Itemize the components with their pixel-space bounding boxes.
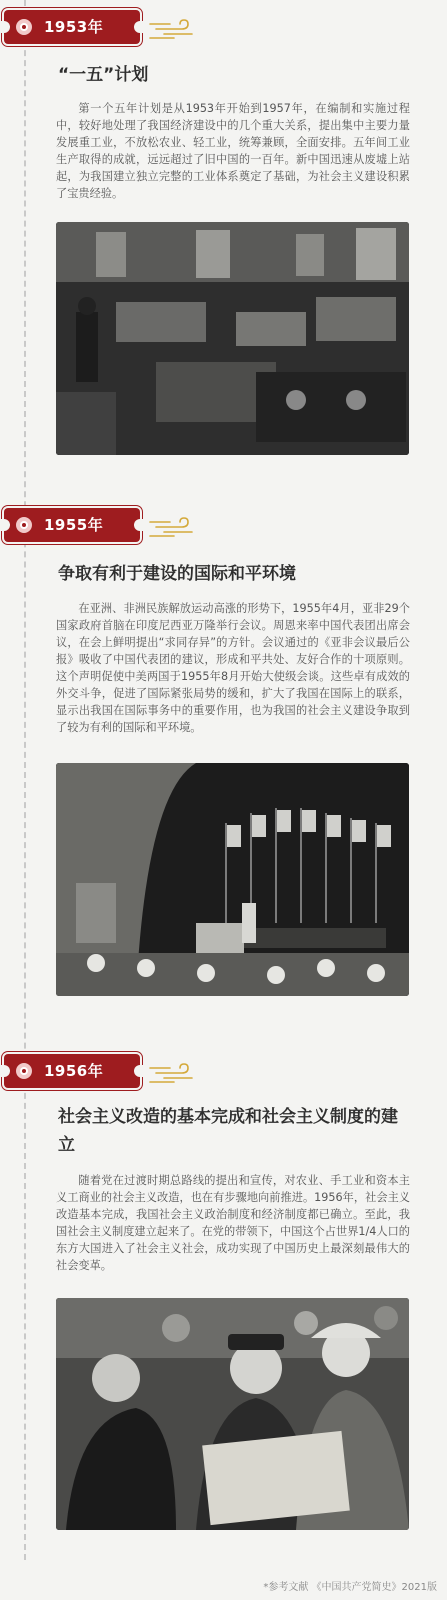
- cloud-ornament-icon: [148, 1062, 196, 1084]
- section-title: “一五”计划: [58, 65, 149, 85]
- timeline-dashed-line: [24, 0, 26, 1560]
- badge-dot-icon: [16, 19, 32, 35]
- section-title: 社会主义改造的基本完成和社会主义制度的建立: [58, 1107, 398, 1155]
- section-body: 第一个五年计划是从1953年开始到1957年，在编制和实施过程中，较好地处理了我国经济建设中的几个重大关系，提出集中主要力量发展重工业，不放松农业、轻工业，统筹兼顾，全面安排。五年间工业生产取得的成就，远远超过了旧中国的一百年。新中国迅速从废墟上站起，为我国建立独立完整的工业体系奠定了基础，为社会主义建设积累了宝贵经验。: [56, 102, 410, 200]
- year-label: 1955年: [44, 516, 104, 534]
- cloud-ornament-icon: [148, 516, 196, 538]
- section-body: 随着党在过渡时期总路线的提出和宣传，对农业、手工业和资本主义工商业的社会主义改造，也在有步骤地向前推进。1956年，社会主义改造基本完成，我国社会主义政治制度和经济制度都已确立。至此，我国社会主义制度建立起来了。在党的带领下，中国这个占世界1/4人口的东方大国进入了社会主义社会，成功实现了中国历史上最深刻最伟大的社会变革。: [56, 1174, 410, 1272]
- year-badge: [4, 10, 140, 44]
- year-label: 1953年: [44, 18, 104, 36]
- footnote-reference: *参考文献 《中国共产党简史》2021版: [263, 1582, 437, 1593]
- year-label: 1956年: [44, 1062, 104, 1080]
- leaders-photo: [56, 1298, 409, 1530]
- badge-dot-icon: [16, 1063, 32, 1079]
- badge-dot-icon: [16, 517, 32, 533]
- factory-photo: [56, 222, 409, 455]
- cloud-ornament-icon: [148, 18, 196, 40]
- section-body: 在亚洲、非洲民族解放运动高涨的形势下，1955年4月，亚非29个国家政府首脑在印度尼西亚万隆举行会议。周恩来率中国代表团出席会议，在会上鲜明提出“求同存异”的方针。会议通过的《亚非会议最后公报》吸收了中国代表团的建议，形成和平共处、友好合作的十项原则。这个声明促使中美两国于1955年8月开始大使级会谈。这些卓有成效的外交斗争，促进了国际紧张局势的缓和，扩大了我国在国际上的联系，显示出我国在国际事务中的重要作用，也为我国的社会主义建设争取到了较为有利的国际和平环境。: [56, 602, 410, 734]
- year-badge: [4, 508, 140, 542]
- section-title: 争取有利于建设的国际和平环境: [58, 564, 296, 584]
- year-badge: [4, 1054, 140, 1088]
- conference-photo: [56, 763, 409, 996]
